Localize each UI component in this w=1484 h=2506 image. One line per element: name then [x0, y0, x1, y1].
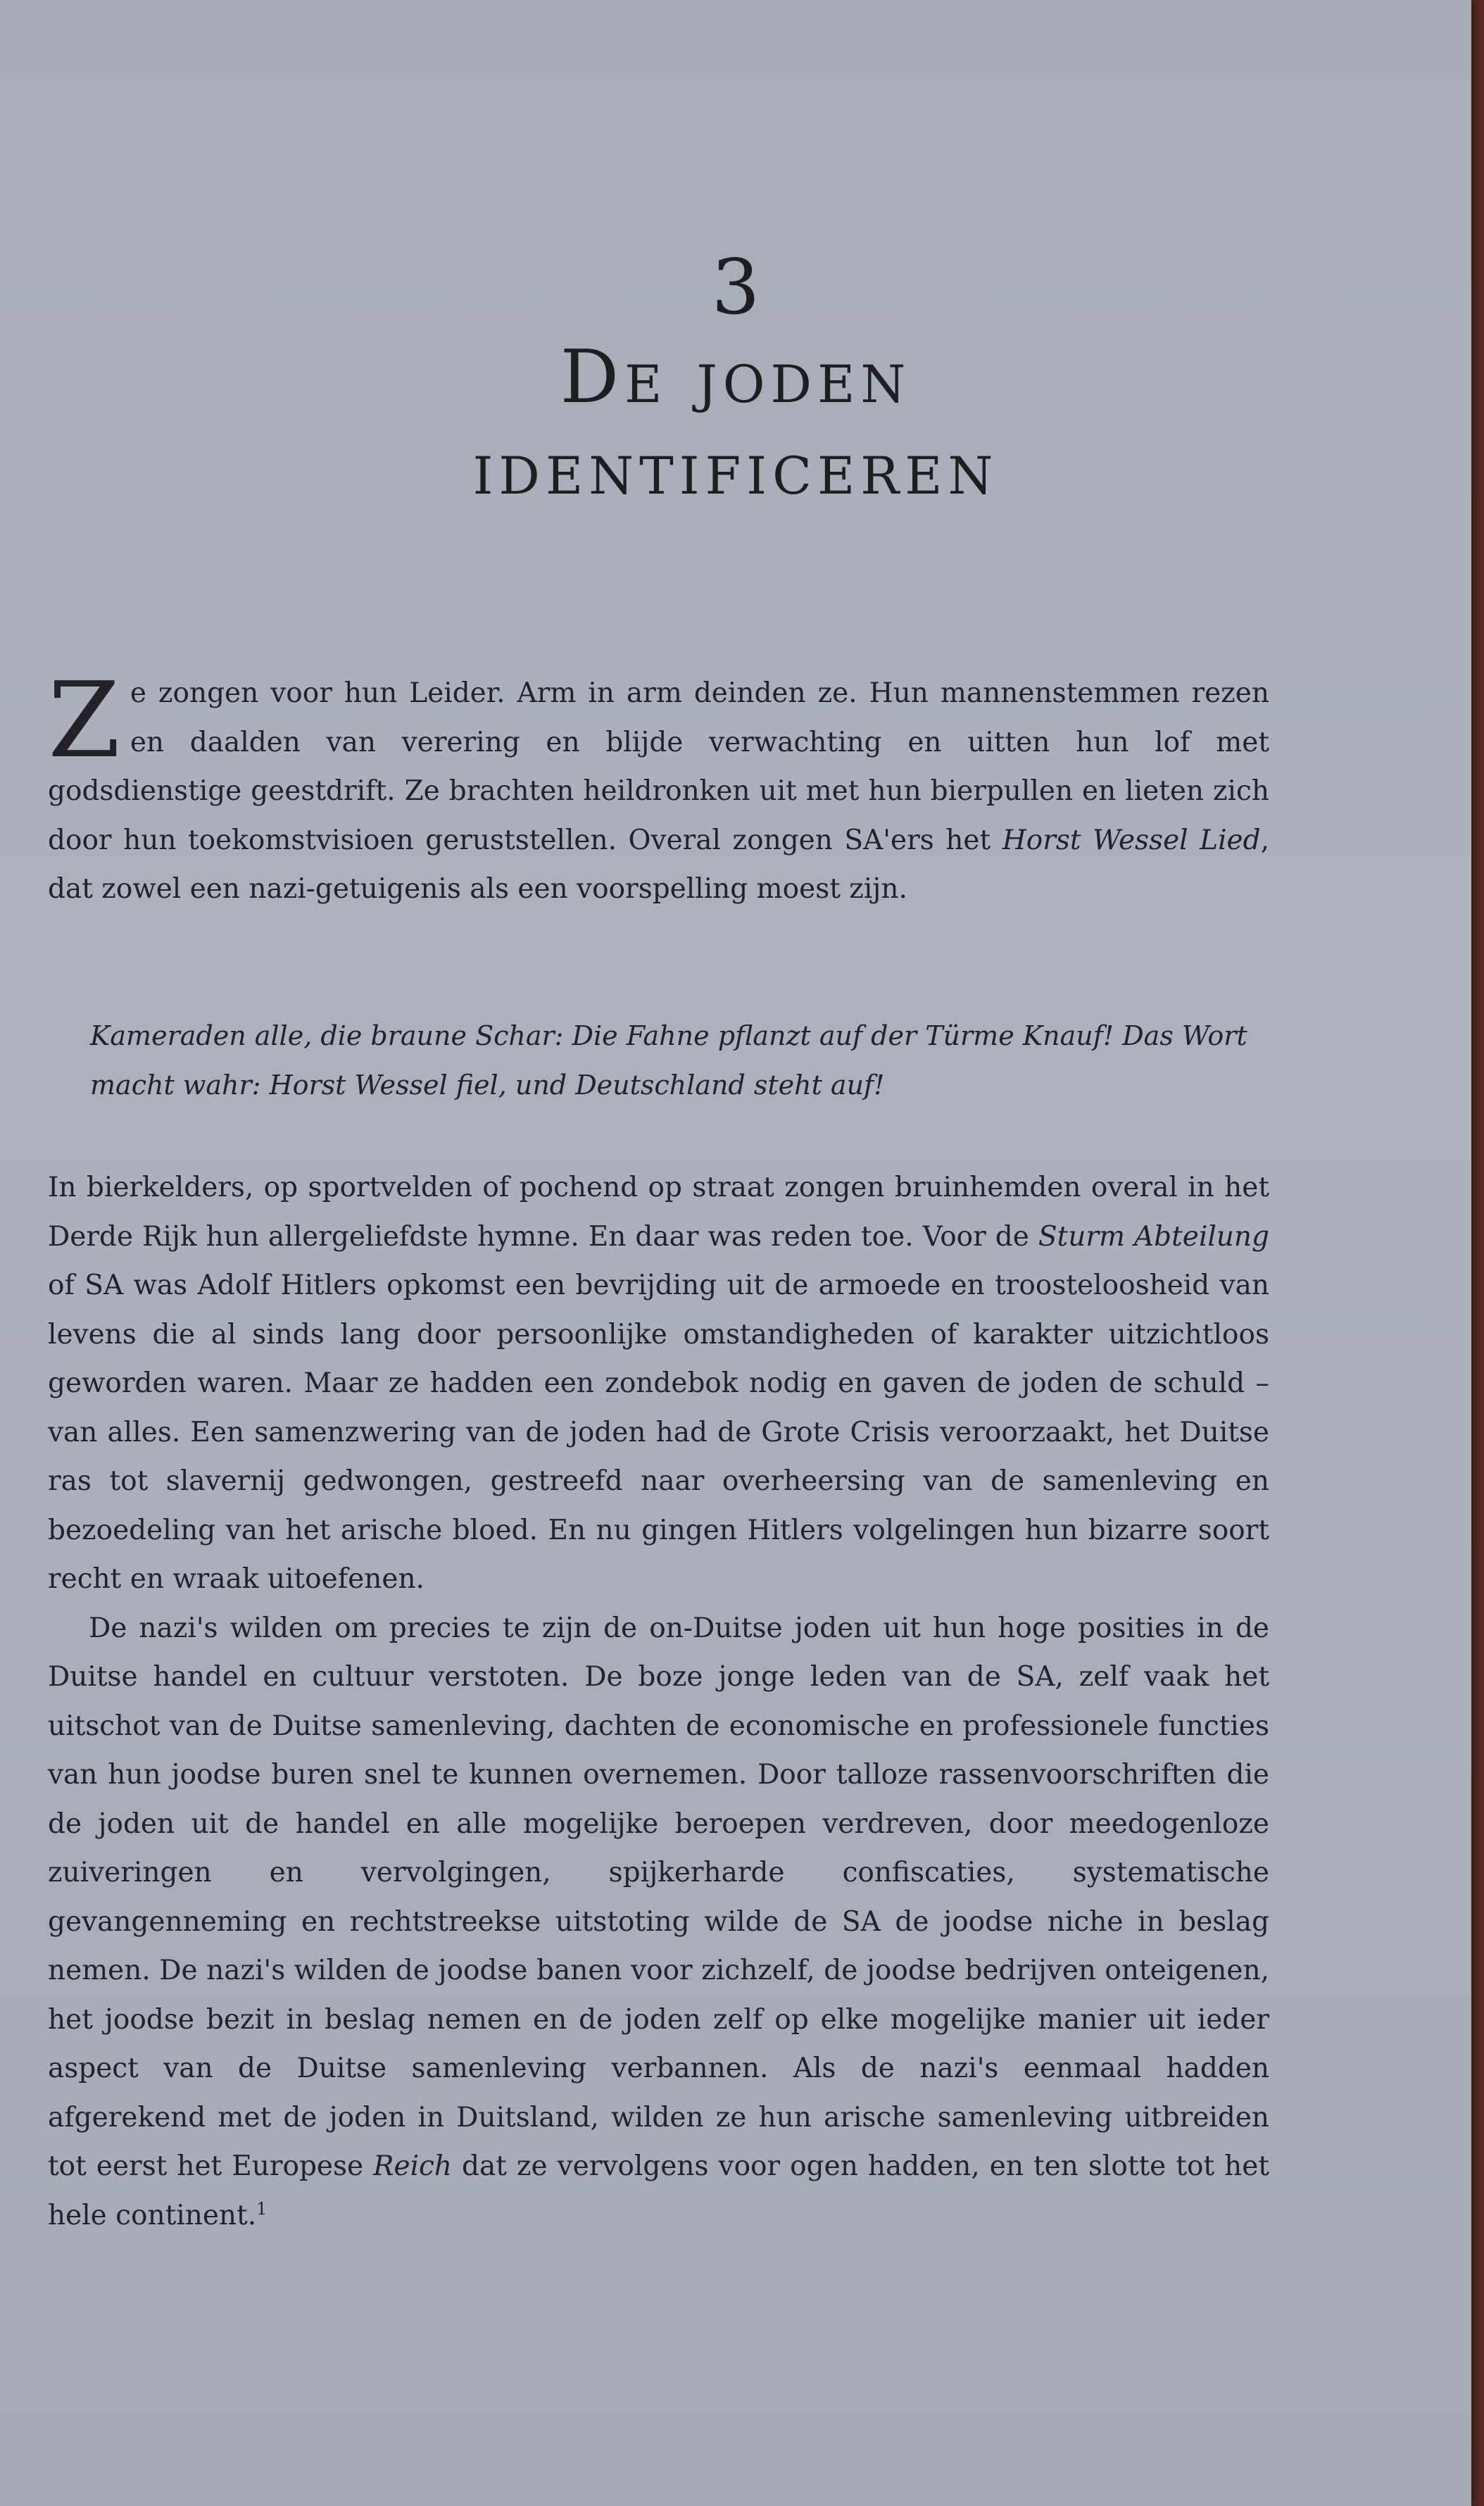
paragraph-2-text-end: of SA was Adolf Hitlers opkomst een bevrijding uit de armoede en troosteloosheid van levens die al sinds lang door persoonlijke omstandigheden of karakter uitzichtloos geworden waren. Maar ze hadden een zondebok nodig en gaven de joden de schuld – van alles. Een samenzwering van de joden had de Grote Crisis veroorzaakt, het Duitse ras tot slavernij gedwongen, gestreefd naar overheersing van de samenleving en bezoedeling van het arische bloed. En nu gingen Hitlers volgelingen hun bizarre soort recht en wraak uitoefenen.	[48, 1270, 1269, 1595]
chapter-title	[0, 331, 1471, 514]
reich-term: Reich	[373, 2150, 453, 2182]
chapter-number: 3	[711, 244, 760, 332]
paragraph-3	[48, 1604, 1269, 2241]
intro-text: e zongen voor hun Leider. Arm in arm deinden ze. Hun mannenstemmen rezen en daalden van verering en blijde verwachting en uitten hun lof met godsdienstige geestdrift. Ze brachten heildronken uit met hun bierpullen en lieten zich door hun toekomstvisioen geruststellen. Overal zongen SA'ers het	[48, 677, 1269, 856]
drop-cap: Z	[48, 660, 120, 781]
intro-paragraph-block	[48, 660, 1269, 914]
paragraph-2	[48, 1163, 1269, 1604]
paragraph-2-text: In bierkelders, op sportvelden of pochend op straat zongen bruinhemden overal in het Derde Rijk hun allergeliefdste hymne. En daar was reden toe. Voor de	[48, 1172, 1269, 1253]
intro-paragraph	[48, 660, 1269, 914]
paragraph-3-text-end: dat ze vervolgens voor ogen hadden, en ten slotte tot het hele continent.	[48, 2150, 1269, 2231]
sturm-abteilung-term: Sturm Abteilung	[1038, 1220, 1269, 1253]
song-title: Horst Wessel Lied	[1002, 824, 1261, 856]
body-text	[48, 1163, 1269, 2240]
song-quote: Kameraden alle, die braune Schar: Die Fahne pflanzt auf der Türme Knauf! Das Wort macht wahr: Horst Wessel fiel, und Deutschland steht auf!	[90, 1020, 1247, 1101]
footnote-reference[interactable]: 1	[256, 2198, 268, 2219]
paragraph-3-text: De nazi's wilden om precies te zijn de on-Duitse joden uit hun hoge posities in de Duitse handel en cultuur verstoten. De boze jonge leden van de SA, zelf vaak het uitschot van de Duitse samenleving, dachten de economische en professionele functies van hun joodse buren snel te kunnen overnemen. Door talloze rassenvoorschriften die de joden uit de handel en alle mogelijke beroepen verdreven, door meedogenloze zuiveringen en vervolgingen, spijkerharde confiscaties, systematische gevangenneming en rechtstreekse uitstoting wilde de SA de joodse niche in beslag nemen. De nazi's wilden de joodse banen voor zichzelf, de joodse bedrijven onteigenen, het joodse bezit in beslag nemen en de joden zelf op elke mogelijke manier uit ieder aspect van de Duitse samenleving verbannen. Als de nazi's eenmaal hadden afgerekend met de joden in Duitsland, wilden ze hun arische samenleving uitbreiden tot eerst het Europese	[48, 1612, 1269, 2182]
chapter-title-line-1: De joden	[560, 334, 912, 420]
chapter-title-line-2: identificeren	[472, 425, 999, 511]
intro-text-end: , dat zowel een nazi-getuigenis als een voorspelling moest zijn.	[48, 824, 1269, 905]
